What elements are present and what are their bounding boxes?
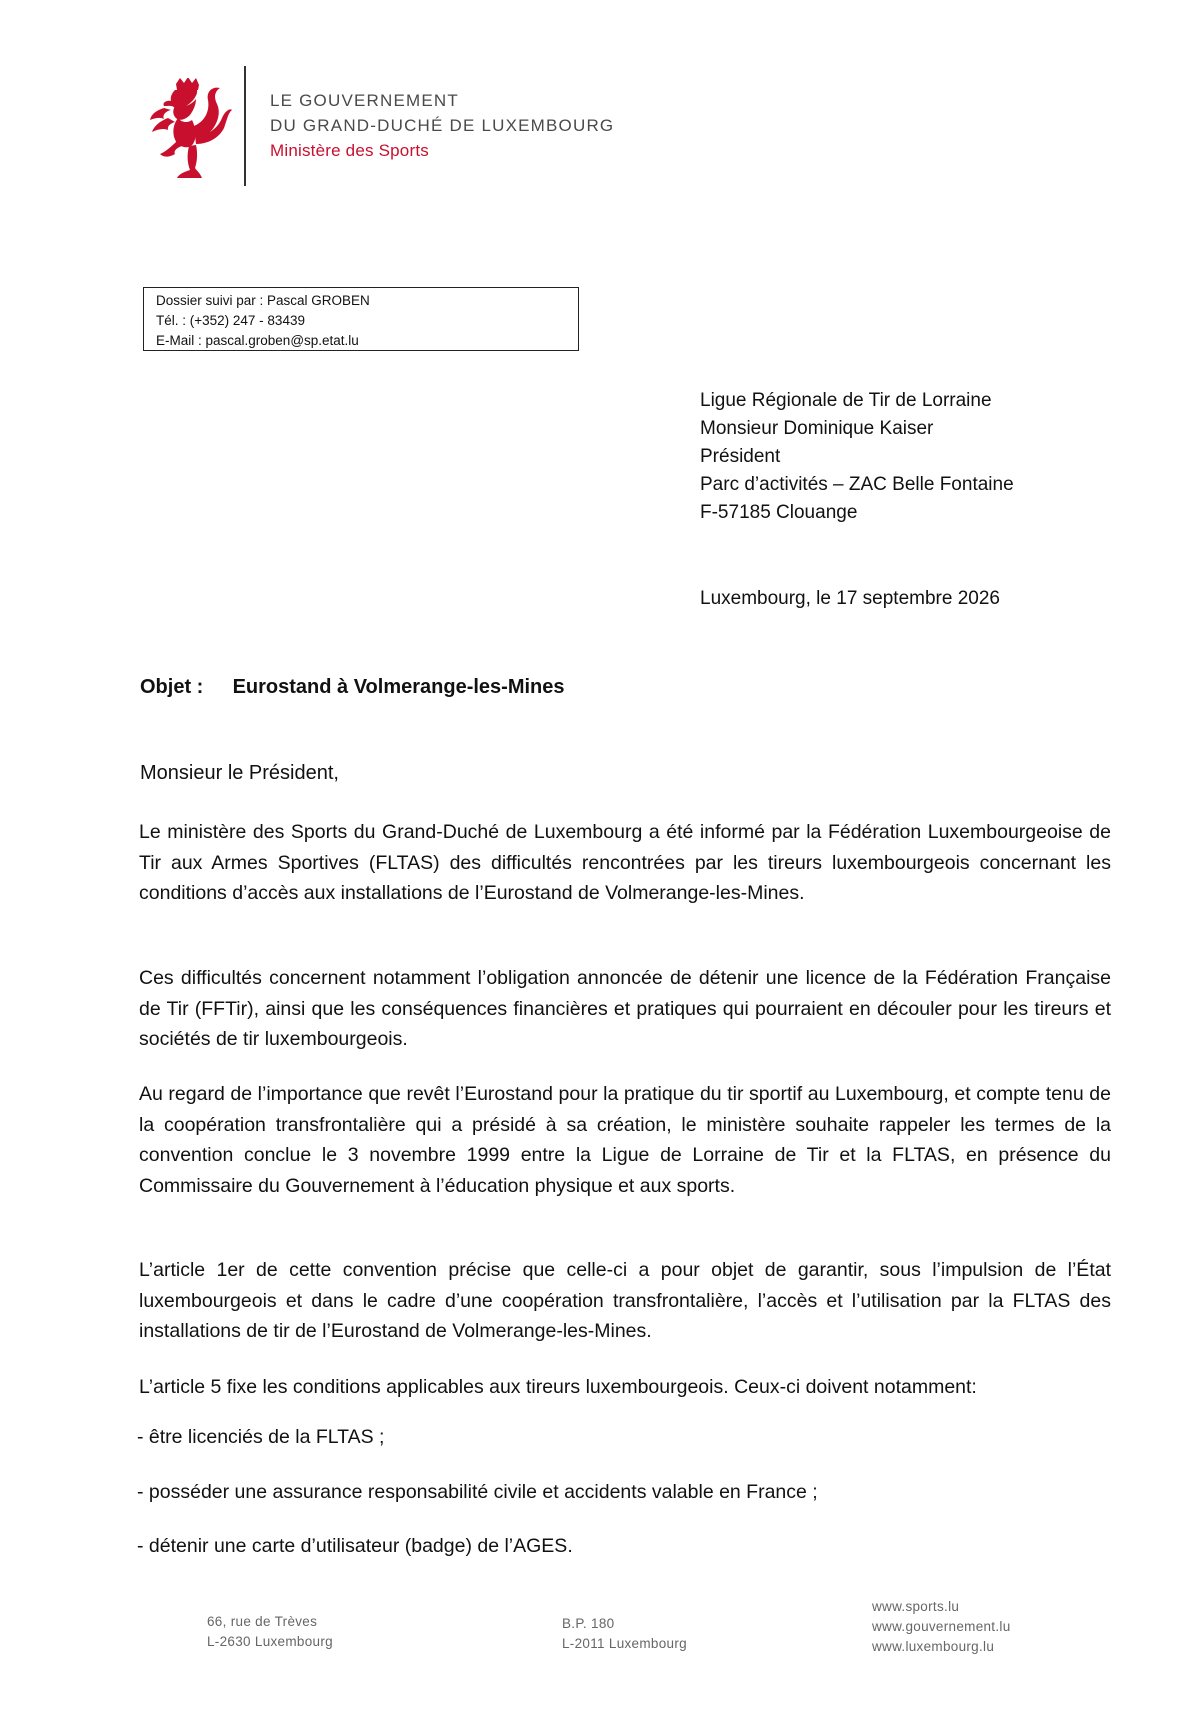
footer-address1-line1: 66, rue de Trèves	[207, 1614, 318, 1629]
paragraph-3: Au regard de l’importance que revêt l’Eurostand pour la pratique du tir sportif au Luxembourg, et compte tenu de la coopération transfrontalière qui a présidé à sa création, le ministère souhaite rappeler les termes de la convention conclue le 3 novembre 1999 entre la Ligue de Lorraine de Tir et la FLTAS, en présence du Commissaire du Gouvernement à l’éducation physique et aux sports.	[139, 1083, 1111, 1197]
header-divider	[244, 66, 246, 186]
footer-web-gouvernement[interactable]: www.gouvernement.lu	[872, 1619, 1011, 1634]
recipient-address	[700, 387, 1014, 527]
gov-line-1: LE GOUVERNEMENT	[270, 91, 459, 110]
ministry-name: Ministère des Sports	[270, 141, 429, 160]
dossier-phone: Tél. : (+352) 247 - 83439	[156, 313, 305, 328]
recipient-line-4: Parc d’activités – ZAC Belle Fontaine	[700, 474, 1014, 495]
government-heading	[270, 88, 614, 163]
subject-text: Eurostand à Volmerange-les-Mines	[232, 676, 565, 698]
red-lion-icon	[142, 78, 232, 178]
footer-address2-line2: L-2011 Luxembourg	[562, 1636, 687, 1651]
bullet-item-2: - posséder une assurance responsabilité civile et accidents valable en France ;	[137, 1481, 818, 1503]
recipient-line-1: Ligue Régionale de Tir de Lorraine	[700, 390, 992, 411]
footer-street-address	[207, 1612, 333, 1652]
salutation: Monsieur le Président,	[140, 762, 339, 784]
bullet-item-1: - être licenciés de la FLTAS ;	[137, 1426, 385, 1448]
gov-line-2: DU GRAND-DUCHÉ DE LUXEMBOURG	[270, 116, 615, 135]
footer-web-luxembourg[interactable]: www.luxembourg.lu	[872, 1639, 995, 1654]
recipient-line-3: Président	[700, 446, 781, 467]
recipient-line-5: F-57185 Clouange	[700, 502, 858, 523]
paragraph-1: Le ministère des Sports du Grand-Duché de Luxembourg a été informé par la Fédération Luxembourgeoise de Tir aux Armes Sportives (FLTAS) des difficultés rencontrées par les tireurs luxembourgeois concernant les conditions d’accès aux installations de l’Eurostand de Volmerange-les-Mines.	[139, 821, 1111, 904]
dossier-handler: Dossier suivi par : Pascal GROBEN	[156, 293, 370, 308]
footer-address2-line1: B.P. 180	[562, 1616, 615, 1631]
footer-postal-address	[562, 1614, 687, 1654]
letter-date: Luxembourg, le 17 septembre 2026	[700, 588, 1000, 609]
footer-web-sports[interactable]: www.sports.lu	[872, 1599, 960, 1614]
paragraph-2: Ces difficultés concernent notamment l’obligation annoncée de détenir une licence de la Fédération Française de Tir (FFTir), ainsi que les conséquences financières et pratiques qui pourraient en découler pour les tireurs et sociétés de tir luxembourgeois.	[139, 967, 1111, 1050]
subject-label: Objet :	[140, 676, 204, 698]
bullet-item-3: - détenir une carte d’utilisateur (badge) de l’AGES.	[137, 1535, 573, 1557]
dossier-email: E-Mail : pascal.groben@sp.etat.lu	[156, 333, 359, 348]
dossier-contact-box	[143, 287, 579, 351]
footer-address1-line2: L-2630 Luxembourg	[207, 1634, 333, 1649]
paragraph-4: L’article 1er de cette convention précise que celle-ci a pour objet de garantir, sous l’impulsion de l’État luxembourgeois et dans le cadre d’une coopération transfrontalière, l’accès et l’utilisation par la FLTAS des installations de tir de l’Eurostand de Volmerange-les-Mines.	[139, 1259, 1111, 1342]
footer-websites	[872, 1597, 1011, 1657]
subject-line	[140, 676, 565, 699]
paragraph-5: L’article 5 fixe les conditions applicables aux tireurs luxembourgeois. Ceux-ci doivent notamment:	[139, 1376, 977, 1398]
recipient-line-2: Monsieur Dominique Kaiser	[700, 418, 934, 439]
